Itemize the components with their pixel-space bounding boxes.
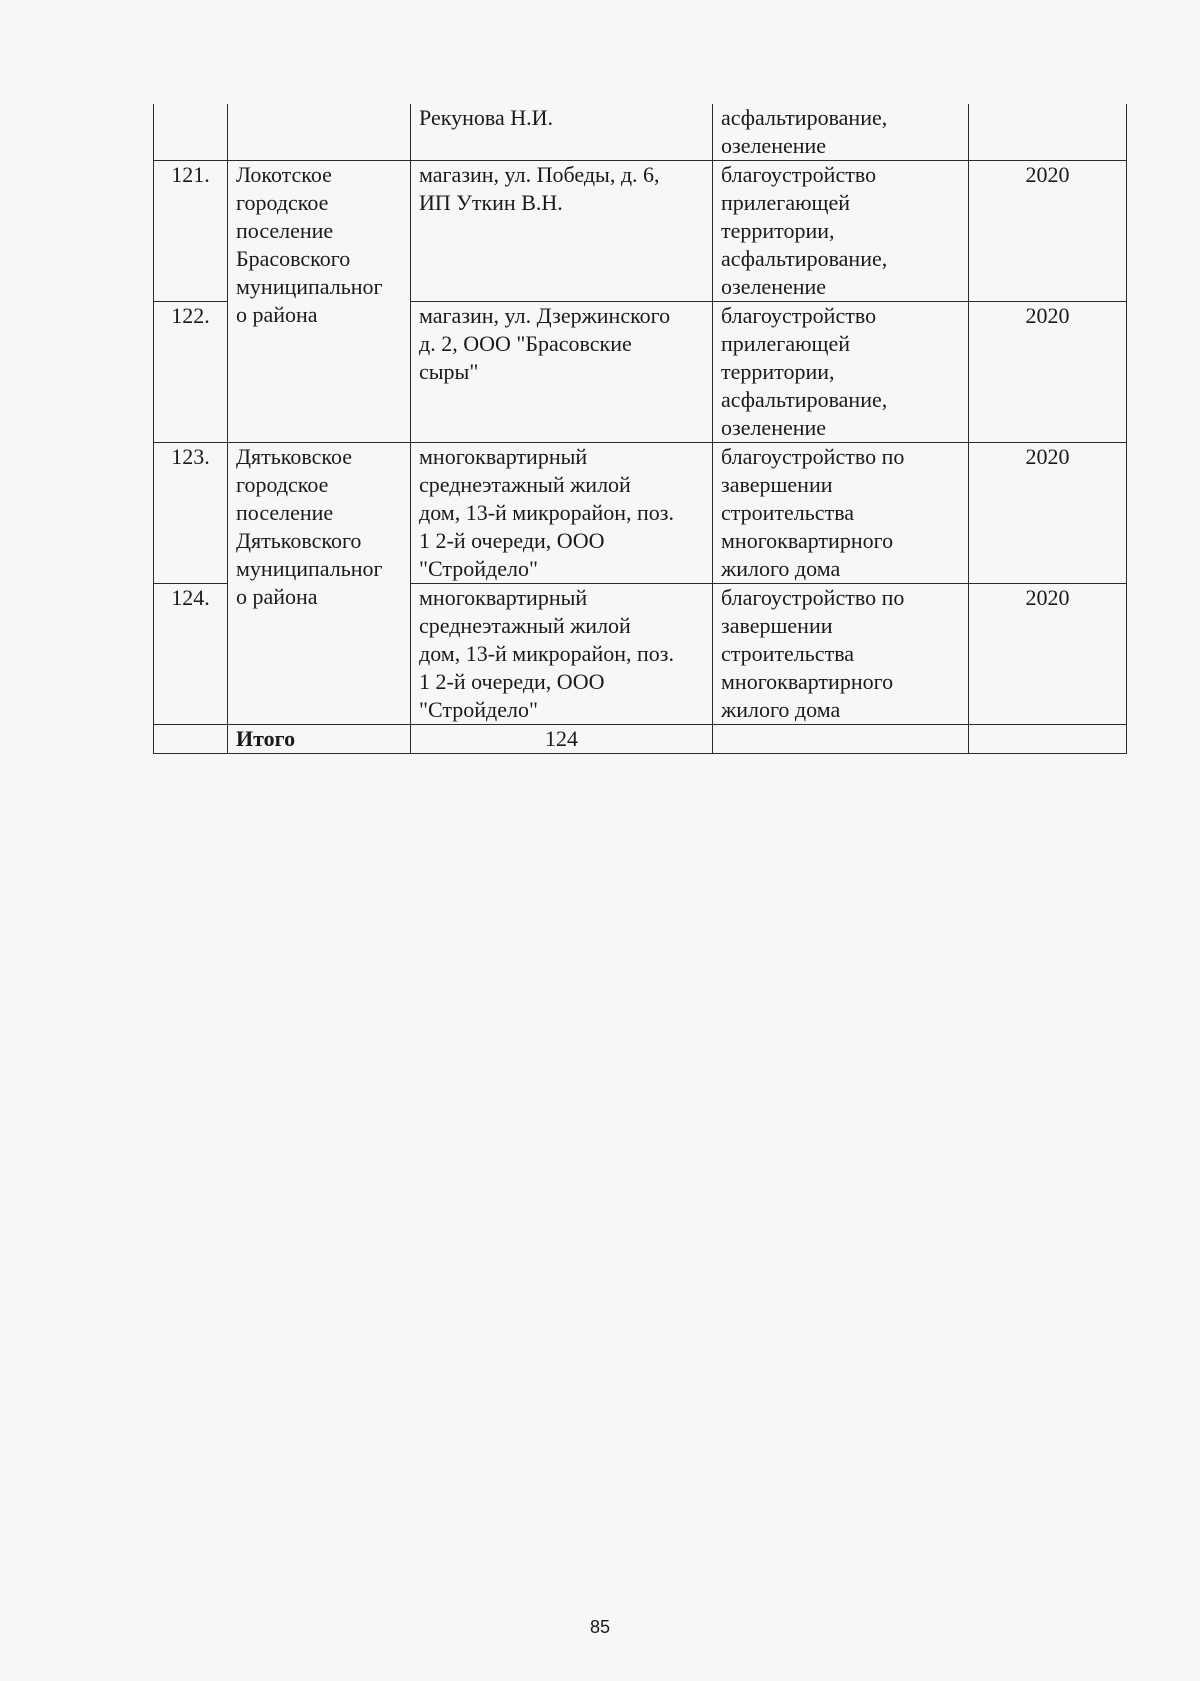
- cell-object: Рекунова Н.И.: [411, 104, 713, 161]
- cell-object: многоквартирный среднеэтажный жилой дом, 13-й микрорайон, поз. 1 2-й очереди, ООО "Стройдело": [411, 443, 713, 584]
- cell-works: благоустройство прилегающей территории, асфальтирование, озеленение: [713, 302, 969, 443]
- cell-num: 122.: [154, 302, 228, 443]
- table-row-121: [154, 161, 1127, 302]
- cell-year-empty: [969, 725, 1127, 754]
- cell-year: 2020: [969, 161, 1127, 302]
- cell-num-empty: [154, 725, 228, 754]
- page-number: 85: [589, 1617, 611, 1637]
- cell-year: 2020: [969, 584, 1127, 725]
- cell-year: 2020: [969, 443, 1127, 584]
- cell-num: 121.: [154, 161, 228, 302]
- cell-municipality-lokot: Локотское городское поселение Брасовского муниципальног о района: [228, 161, 411, 443]
- total-value: 124: [411, 725, 713, 754]
- table-row-total: [154, 725, 1127, 754]
- cell-municipality-dyatkovo: Дятьковское городское поселение Дятьковского муниципальног о района: [228, 443, 411, 725]
- cell-object: многоквартирный среднеэтажный жилой дом, 13-й микрорайон, поз. 1 2-й очереди, ООО "Стройдело": [411, 584, 713, 725]
- cell-works: асфальтирование, озеленение: [713, 104, 969, 161]
- objects-table: [153, 104, 1127, 754]
- total-label: Итого: [228, 725, 411, 754]
- cell-num: 123.: [154, 443, 228, 584]
- cell-works: благоустройство по завершении строительства многоквартирного жилого дома: [713, 443, 969, 584]
- cell-works: благоустройство прилегающей территории, асфальтирование, озеленение: [713, 161, 969, 302]
- cell-year: 2020: [969, 302, 1127, 443]
- cell-object: магазин, ул. Победы, д. 6, ИП Уткин В.Н.: [411, 161, 713, 302]
- cell-municipality-empty: [228, 104, 411, 161]
- cell-works-empty: [713, 725, 969, 754]
- table-row-continuation: [154, 104, 1127, 161]
- table-row-123: [154, 443, 1127, 584]
- cell-works: благоустройство по завершении строительства многоквартирного жилого дома: [713, 584, 969, 725]
- cell-num-empty: [154, 104, 228, 161]
- cell-num: 124.: [154, 584, 228, 725]
- cell-year-empty: [969, 104, 1127, 161]
- cell-object: магазин, ул. Дзержинского д. 2, ООО "Брасовские сыры": [411, 302, 713, 443]
